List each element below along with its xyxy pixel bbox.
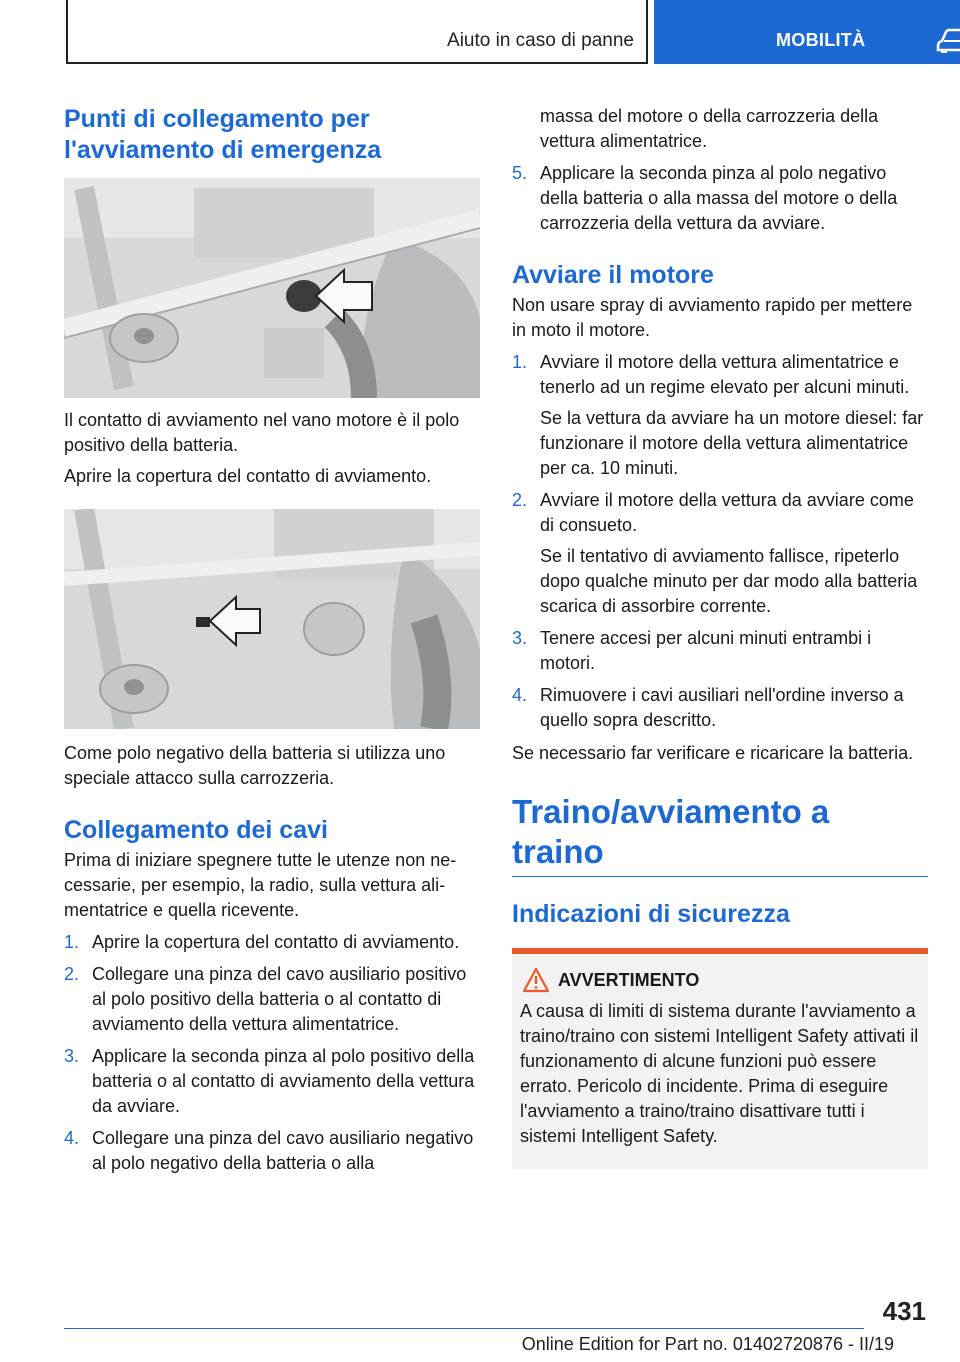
header-section-title: Aiuto in caso di panne — [447, 30, 634, 51]
list-item: 3. Applicare la seconda pinza al polo positivo della batteria o al contatto di avviamento della vettura da avviare. — [64, 1046, 475, 1116]
heading-towing: Traino/avviamento a traino — [512, 792, 928, 877]
para-open-cover: Aprire la copertura del contatto di avviamento. — [64, 466, 432, 486]
engine-photo-negative-terminal — [64, 509, 480, 729]
list-item: 5. Applicare la seconda pinza al polo negativo della batteria o alla massa del motore o della carrozzeria della vettura da avviare. — [512, 163, 898, 233]
warning-text: A causa di limiti di sistema durante l'avviamento a traino/traino con sistemi Intelligent Safety attivati il funzionamento di alcune funzioni può essere errato. Pericolo di incidente. Prima di eseguire l'avviamento a traino/traino disattivare tutti i sistemi Intelligent Safety. — [520, 1001, 919, 1146]
header-tab-label: MOBILITÀ — [776, 30, 866, 50]
connect-steps-list — [64, 930, 480, 1176]
page-number: 431 — [882, 1296, 926, 1326]
para-positive-terminal: Il contatto di avviamento nel vano motore è il polo positivo della batteria. — [64, 410, 460, 455]
engine-photo-positive-terminal — [64, 178, 480, 398]
para-no-spray: Non usare spray di avviamento rapido per mettere in moto il motore. — [512, 295, 913, 340]
heading-connect-cables: Collegamento dei cavi — [64, 816, 328, 844]
warning-triangle-icon — [522, 967, 550, 993]
para-negative-terminal: Come polo negativo della batteria si utilizza uno speciale attacco sulla carrozzeria. — [64, 743, 446, 788]
warning-title: AVVERTIMENTO — [558, 970, 920, 991]
list-item: 2. Avviare il motore della vettura da avviare come di consueto. Se il tentativo di avviamento fallisce, ripeterlo dopo qualche minuto per dar modo alla batteria scarica di assorbire corrente. — [512, 490, 918, 616]
left-column — [64, 104, 480, 1176]
warning-box — [512, 948, 928, 1169]
list-item: 3. Tenere accesi per alcuni minuti entrambi i motori. — [512, 628, 872, 673]
car-icon — [936, 28, 960, 54]
list-item: 1. Aprire la copertura del contatto di avviamento. — [64, 932, 460, 952]
heading-start-engine: Avviare il motore — [512, 261, 714, 289]
engine-bay-illustration-2 — [64, 509, 480, 729]
footer-edition: Online Edition for Part no. 01402720876 - II/19 — [521, 1334, 894, 1354]
heading-jump-start-points: Punti di collegamento per l'avviamento di emergenza — [64, 105, 382, 164]
para-continued-step: massa del motore o della carrozzeria della vettura alimentatrice. — [540, 106, 879, 151]
connect-steps-continued — [512, 161, 928, 236]
heading-safety-notes: Indicazioni di sicurezza — [512, 900, 790, 928]
list-item: 4. Collegare una pinza del cavo ausiliario negativo al polo negativo della batteria o alla — [64, 1128, 474, 1173]
header-section — [66, 0, 648, 64]
list-item: 2. Collegare una pinza del cavo ausiliario positivo al polo positivo della batteria o al contatto di avviamento della vettura alimentatrice. — [64, 964, 467, 1034]
para-check-battery: Se necessario far verificare e ricaricare la batteria. — [512, 743, 914, 763]
start-steps-list — [512, 350, 928, 733]
header-tab-mobility[interactable] — [654, 0, 960, 64]
right-column — [512, 104, 928, 1169]
para-switch-off-consumers: Prima di iniziare spegnere tutte le utenze non necessarie, per esempio, la radio, sulla vettura alimentatrice e quella ricevente. — [64, 850, 457, 920]
list-item: 1. Avviare il motore della vettura alimentatrice e tenerlo ad un regime elevato per alcuni minuti. Se la vettura da avviare ha un motore diesel: far funzionare il motore della vettura alimentatrice per ca. 10 minuti. — [512, 352, 924, 478]
engine-bay-illustration — [64, 178, 480, 398]
footer-rule — [64, 1328, 864, 1329]
list-item: 4. Rimuovere i cavi ausiliari nell'ordine inverso a quello sopra descritto. — [512, 685, 904, 730]
